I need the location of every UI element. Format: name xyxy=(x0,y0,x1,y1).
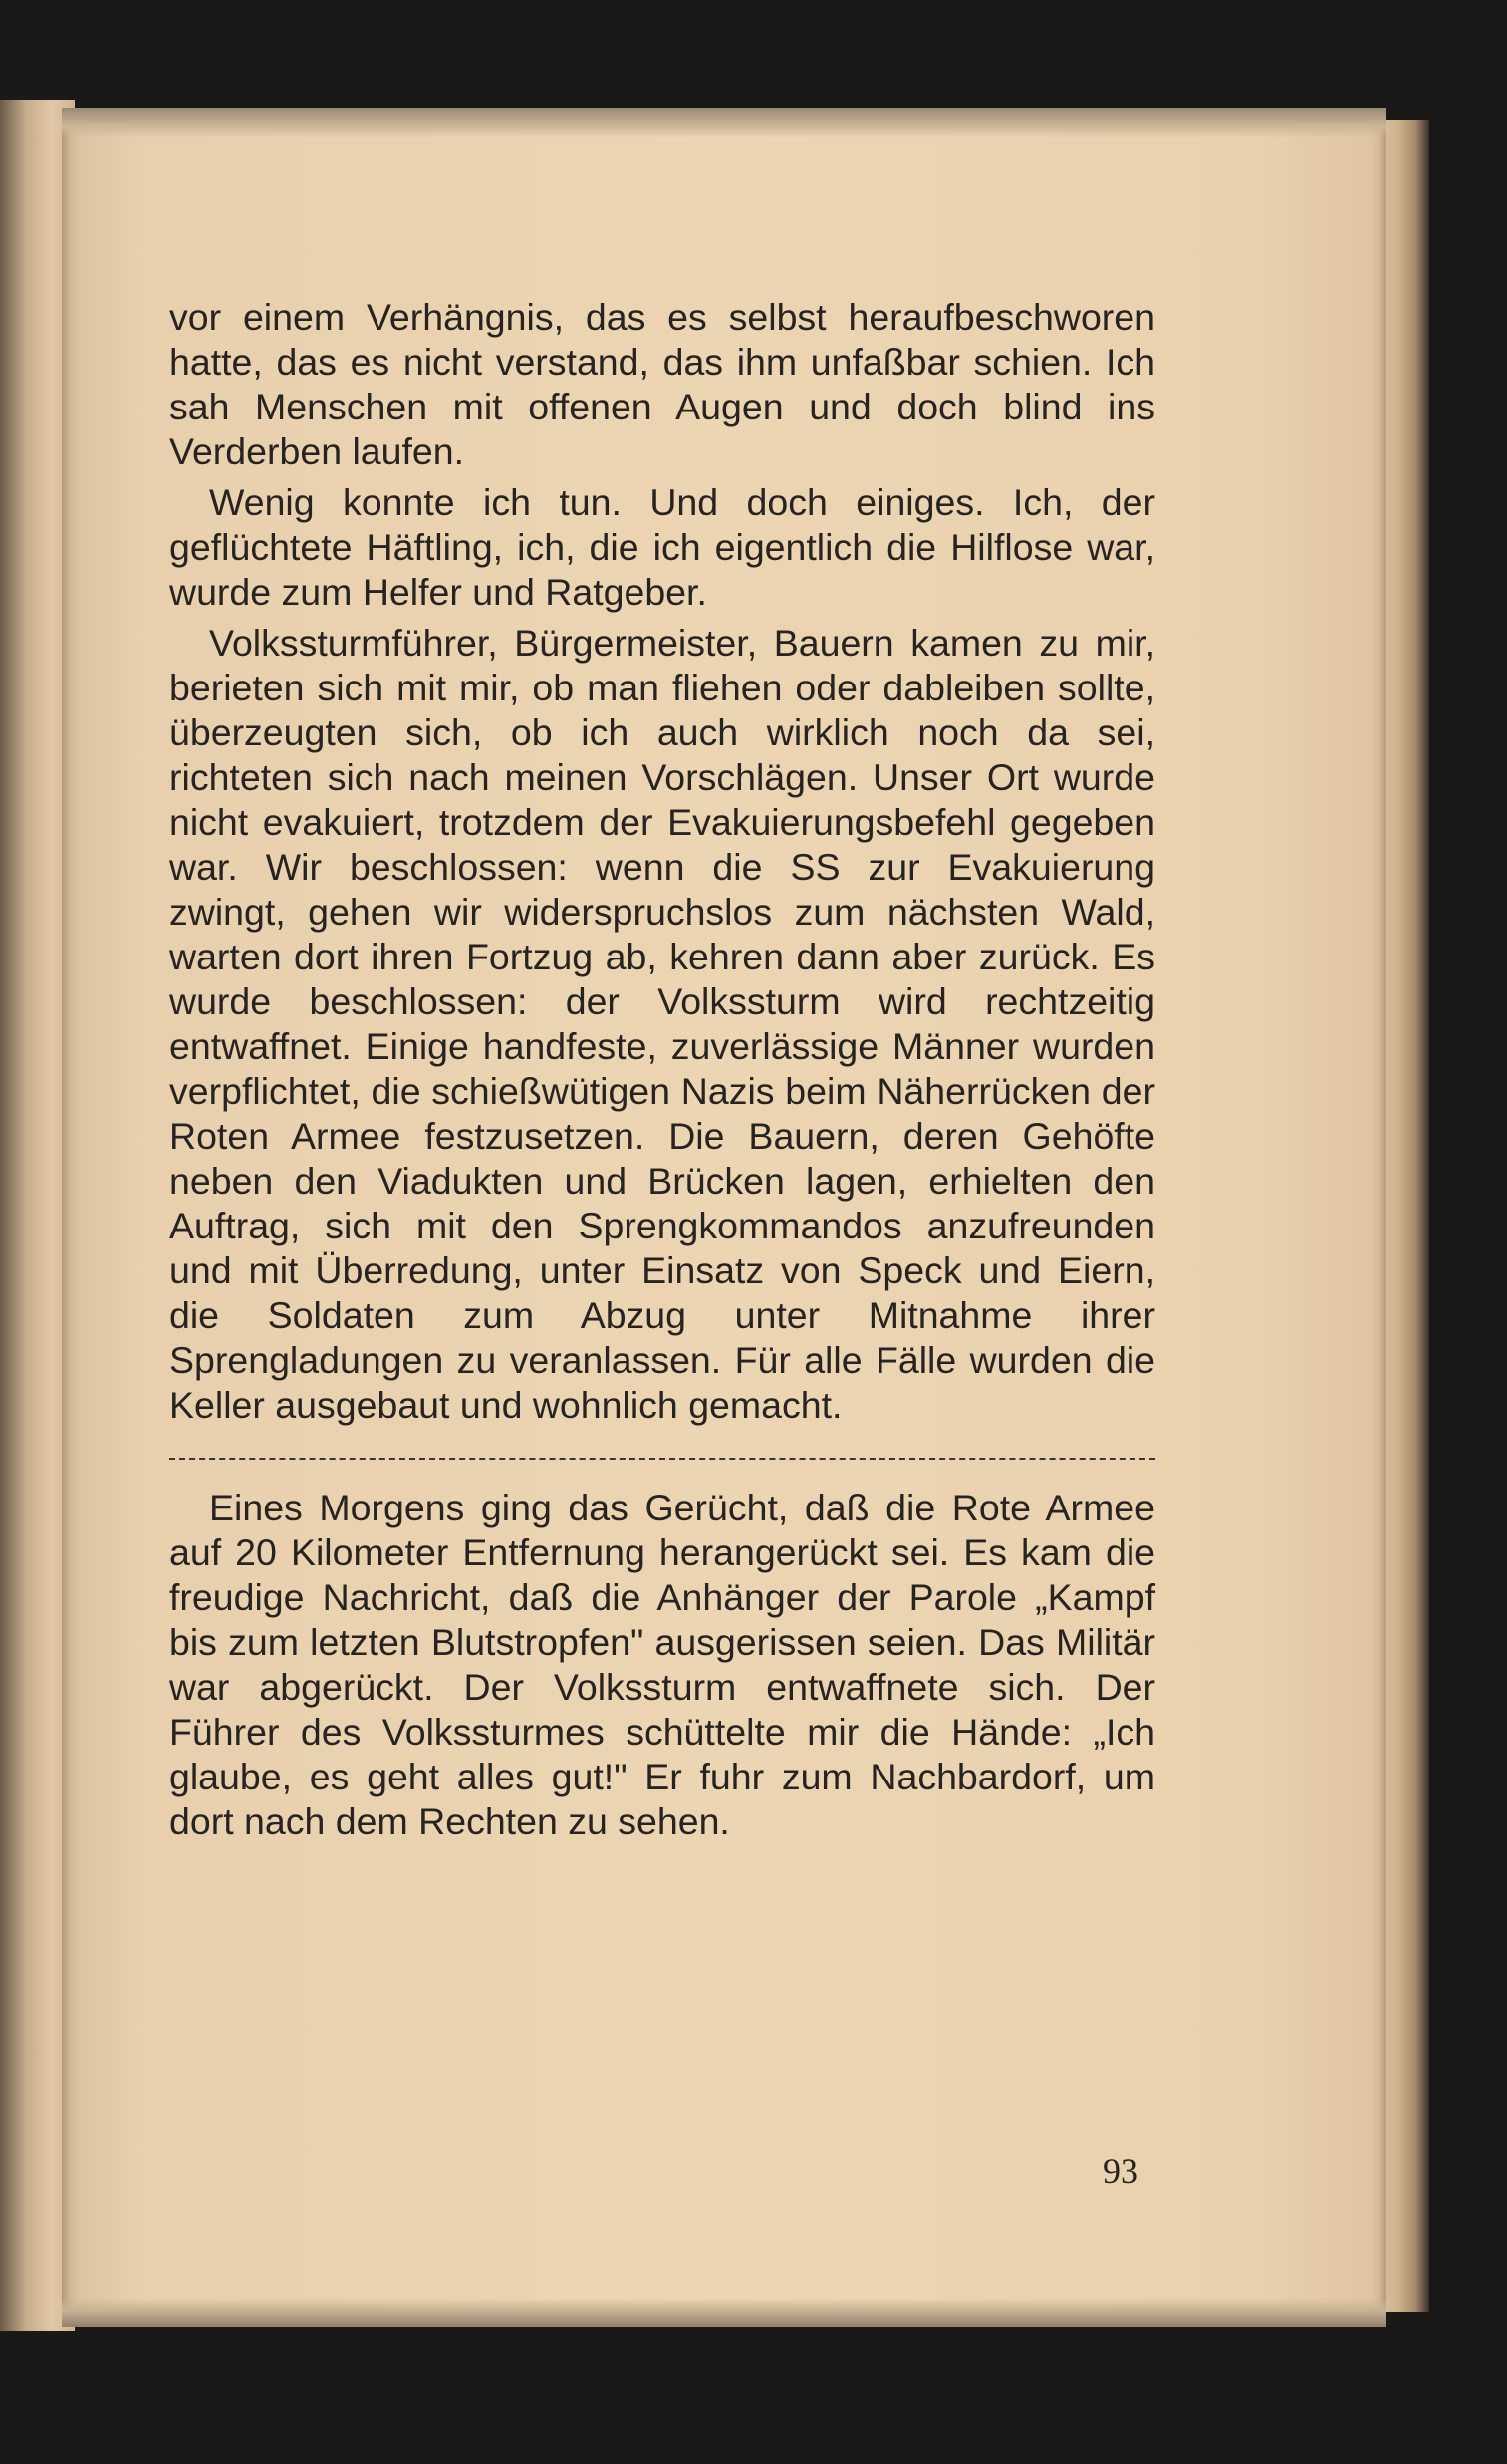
page-body-text xyxy=(169,295,1155,1844)
paragraph-4: Eines Morgens ging das Gerücht, daß die Rote Armee auf 20 Kilometer Entfernung herangerückt sei. Es kam die freudige Nachricht, daß die Anhänger der Parole „Kampf bis zum letzten Blutstropfen" ausgerissen seien. Das Militär war abgerückt. Der Volkssturm entwaffnete sich. Der Führer des Volkssturmes schüttelte mir die Hände: „Ich glaube, es geht alles gut!" Er fuhr zum Nachbardorf, um dort nach dem Rechten zu sehen. xyxy=(169,1487,1155,1842)
page-top-shadow xyxy=(62,108,1386,137)
paragraph-3: Volkssturmführer, Bürgermeister, Bauern kamen zu mir, berieten sich mit mir, ob man fliehen oder dableiben sollte, überzeugten sich, ob ich auch wirklich noch da sei, richteten sich nach meinen Vorschlägen. Unser Ort wurde nicht evakuiert, trotzdem der Evakuierungsbefehl gegeben war. Wir beschlossen: wenn die SS zur Evakuierung zwingt, gehen wir widerspruchslos zum nächsten Wald, warten dort ihren Fortzug ab, kehren dann aber zurück. Es wurde beschlossen: der Volkssturm wird rechtzeitig entwaffnet. Einige handfeste, zuverlässige Männer wurden verpflichtet, die schießwütigen Nazis beim Näherrücken der Roten Armee festzusetzen. Die Bauern, deren Gehöfte neben den Viadukten und Brücken lagen, erhielten den Auftrag, sich mit den Sprengkommandos anzufreunden und mit Überredung, unter Einsatz von Speck und Eiern, die Soldaten zum Abzug unter Mitnahme ihrer Sprengladungen zu veranlassen. Für alle Fälle wurden die Keller ausgebaut und wohnlich gemacht. xyxy=(169,622,1155,1426)
book-page xyxy=(62,108,1386,2327)
paragraph-1: vor einem Verhängnis, das es selbst heraufbeschworen hatte, das es nicht verstand, das ihm unfaßbar schien. Ich sah Menschen mit offenen Augen und doch blind ins Verderben laufen. xyxy=(169,296,1155,472)
section-break-dashes xyxy=(169,1458,1155,1460)
page-number: 93 xyxy=(1103,2151,1138,2191)
paragraph-2: Wenig konnte ich tun. Und doch einiges. Ich, der geflüchtete Häftling, ich, die ich eigentlich die Hilflose war, wurde zum Helfer und Ratgeber. xyxy=(169,481,1155,613)
page-bottom-shadow xyxy=(62,2298,1386,2327)
